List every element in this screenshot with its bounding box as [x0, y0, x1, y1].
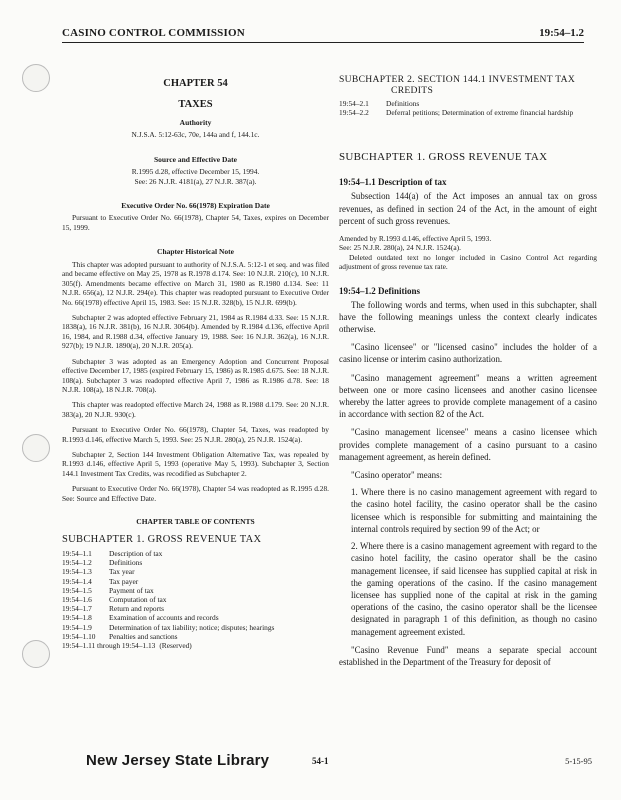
toc-entry[interactable]: 19:54–1.10 Penalties and sanctions — [62, 631, 178, 641]
definition-revenue-fund: "Casino Revenue Fund" means a separate special account established in the Department of the Treasury for deposit of — [339, 644, 597, 667]
toc-entry[interactable]: 19:54–1.1 Description of tax — [62, 548, 163, 558]
toc-entry[interactable]: 19:54–1.9 Determination of tax liability; notice; disputes; hearings — [62, 622, 275, 632]
amend-note-2: See: 25 N.J.R. 280(a), 24 N.J.R. 1524(a). — [339, 243, 461, 253]
toc-entry[interactable]: 19:54–2.2 Deferral petitions; Determination of extreme financial hardship — [339, 108, 574, 118]
amend-note-1: Amended by R.1993 d.146, effective April 5, 1993. — [339, 234, 492, 244]
toc-subchapter-2-cont: CREDITS — [391, 85, 434, 96]
toc-entry[interactable]: 19:54–2.1 Definitions — [339, 99, 420, 108]
authority-heading: Authority — [179, 118, 212, 127]
toc-entry[interactable]: 19:54–1.3 Tax year — [62, 567, 135, 577]
toc-entry[interactable]: 19:54–1.4 Tax payer — [62, 576, 139, 586]
definition-management-agreement: "Casino management agreement" means a written agreement between one or more casino licensees and another casino licensee whereby the latter agrees to provide complete management of a casino in accordance with section 82 of the Act. — [339, 372, 597, 420]
definition-casino-operator: "Casino operator" means: — [351, 470, 443, 481]
revision-date: 5-15-95 — [565, 756, 592, 766]
history-para: This chapter was readopted effective March 24, 1988 as R.1988 d.179. See: 20 N.J.R. 383(a), 20 N.J.R. 930(c). — [62, 400, 329, 419]
page-number: 54-1 — [312, 756, 329, 766]
history-para: Subchapter 3 was adopted as an Emergency Adoption and Concurrent Proposal effective December 17, 1985 (expired February 15, 1986) as R.1985 d.675. See: 18 N.J.R. 108(a). Subchapter 3 was readopted effective April 7, 1986 as R.1986 d.78. See: 18 N.J.R. 108(a), 18 N.J.R. 708(a). — [62, 356, 329, 394]
header-title: CASINO CONTROL COMMISSION — [62, 27, 245, 39]
eo-text: Pursuant to Executive Order No. 66(1978), Chapter 54, Taxes, expires on December 15, 1999. — [62, 213, 329, 232]
history-para: Subchapter 2, Section 144 Investment Obligation Alternative Tax, was repealed by R.1993 d.146, effective April 5, 1993 (operative May 5, 1993). Subchapter 3, Section 144.1 Investment Tax Credits, was recodified as Subchapter 2. — [62, 449, 329, 478]
header-section: 19:54–1.2 — [539, 27, 584, 39]
toc-subchapter-1: SUBCHAPTER 1. GROSS REVENUE TAX — [62, 533, 262, 545]
definition-casino-licensee: "Casino licensee" or "licensed casino" includes the holder of a casino license or interim casino authorization. — [339, 342, 597, 365]
definition-management-licensee: "Casino management licensee" means a casino licensee which provides complete management of a casino pursuant to a casino management agreement, as herein defined. — [339, 427, 597, 462]
binder-hole — [22, 640, 50, 668]
binder-hole — [22, 64, 50, 92]
toc2-list — [339, 99, 597, 117]
authority-text: N.J.S.A. 5:12-63c, 70e, 144a and f, 144.1c. — [131, 130, 260, 139]
definitions-intro: The following words and terms, when used in this subchapter, shall have the following meanings unless the context clearly indicates otherwise. — [339, 299, 597, 335]
history-para: This chapter was adopted pursuant to authority of N.J.S.A. 5:12-1 et seq. and was filed and became effective on May 25, 1978 as R.1978 d.174. See: 10 N.J.R. 210(c), 10 N.J.R. 305(f). Amendments became effective on March 31, 1980 as R.1980 d.134. See: 11 N.J.R. 656(a), 12 N.J.R. 294(e). This chapter was readopted pursuant to Executive Order No. 66(1978) effective April 15, 1983. See: 15 N.J.R. 328(b), 15 N.J.R. 699(b). — [62, 260, 329, 307]
eo-heading: Executive Order No. 66(1978) Expiration Date — [121, 201, 270, 211]
toc-subchapter-2: SUBCHAPTER 2. SECTION 144.1 INVESTMENT TAX — [339, 74, 576, 85]
source-line-2: See: 26 N.J.R. 4181(a), 27 N.J.R. 387(a). — [134, 176, 257, 186]
toc-entry[interactable]: 19:54–1.2 Definitions — [62, 558, 143, 568]
toc-list — [62, 549, 329, 650]
source-line-1: R.1995 d.28, effective December 15, 1994. — [131, 167, 260, 177]
toc-entry[interactable]: 19:54–1.11 through 19:54–1.13 (Reserved) — [62, 641, 192, 650]
history-heading: Chapter Historical Note — [157, 247, 234, 257]
operator-para-2: 2. Where there is a casino management agreement with regard to the casino hotel facility, the casino operator shall be the casino management licensee, if said licensee has supplied capital at risk in the gaming operations of the casino. If the casino management licensee has supplied none of the capital at risk in the gaming operations of the casino, the casino operator shall be the licensee designated in paragraph 1 of this definition, as though no casino management agreement existed. — [351, 541, 597, 637]
toc-entry[interactable]: 19:54–1.8 Examination of accounts and records — [62, 613, 219, 623]
section-1-1-text: Subsection 144(a) of the Act imposes an annual tax on gross revenues, as defined in section 24 of the Act, in the amount of eight percent of such gross revenues. — [339, 191, 597, 226]
left-column — [62, 60, 329, 650]
toc-entry[interactable]: 19:54–1.6 Computation of tax — [62, 594, 167, 604]
page-footer — [62, 752, 592, 776]
toc-entry[interactable]: 19:54–1.5 Payment of tax — [62, 585, 154, 595]
section-1-1-heading: 19:54–1.1 Description of tax — [339, 177, 447, 188]
right-column — [339, 74, 597, 668]
subchapter-1-heading: SUBCHAPTER 1. GROSS REVENUE TAX — [339, 151, 548, 164]
section-1-2-heading: 19:54–1.2 Definitions — [339, 285, 420, 296]
binder-hole — [22, 434, 50, 462]
amend-note-3: Deleted outdated text no longer included in Casino Control Act regarding adjustment of gross revenue tax rate. — [339, 252, 597, 272]
source-heading: Source and Effective Date — [154, 155, 237, 165]
history-para: Pursuant to Executive Order No. 66(1978), Chapter 54 was readopted as R.1995 d.28. See: Source and Effective Date. — [62, 484, 329, 503]
history-para: Pursuant to Executive Order No. 66(1978), Chapter 54, Taxes, was readopted by R.1993 d.146, effective March 5, 1993. See: 25 N.J.R. 280(a), 25 N.J.R. 1524(a). — [62, 425, 329, 444]
history-para: Subchapter 2 was adopted effective February 21, 1984 as R.1984 d.33. See: 15 N.J.R. 1838(a), 16 N.J.R. 381(b), 16 N.J.R. 3064(b). Amended by R.1984 d.136, effective April 16, 1984, and R.1988 d.34, effective January 19, 1988. See: 16 N.J.R. 362(a), 16 N.J.R. 927(b); 19 N.J.R. 1890(a), 20 N.J.R. 205(a). — [62, 313, 329, 351]
library-stamp: New Jersey State Library — [86, 752, 270, 769]
running-header — [62, 26, 584, 43]
chapter-title: TAXES — [178, 99, 213, 110]
toc-entry[interactable]: 19:54–1.7 Return and reports — [62, 604, 165, 614]
chapter-number: CHAPTER 54 — [163, 78, 228, 89]
operator-para-1: 1. Where there is no casino management agreement with regard to the casino hotel facility, the casino operator shall be the casino licensee which is responsible for submitting and maintaining the internal controls required by section 99 of the Act; or — [351, 487, 597, 534]
toc-heading: CHAPTER TABLE OF CONTENTS — [136, 516, 255, 526]
